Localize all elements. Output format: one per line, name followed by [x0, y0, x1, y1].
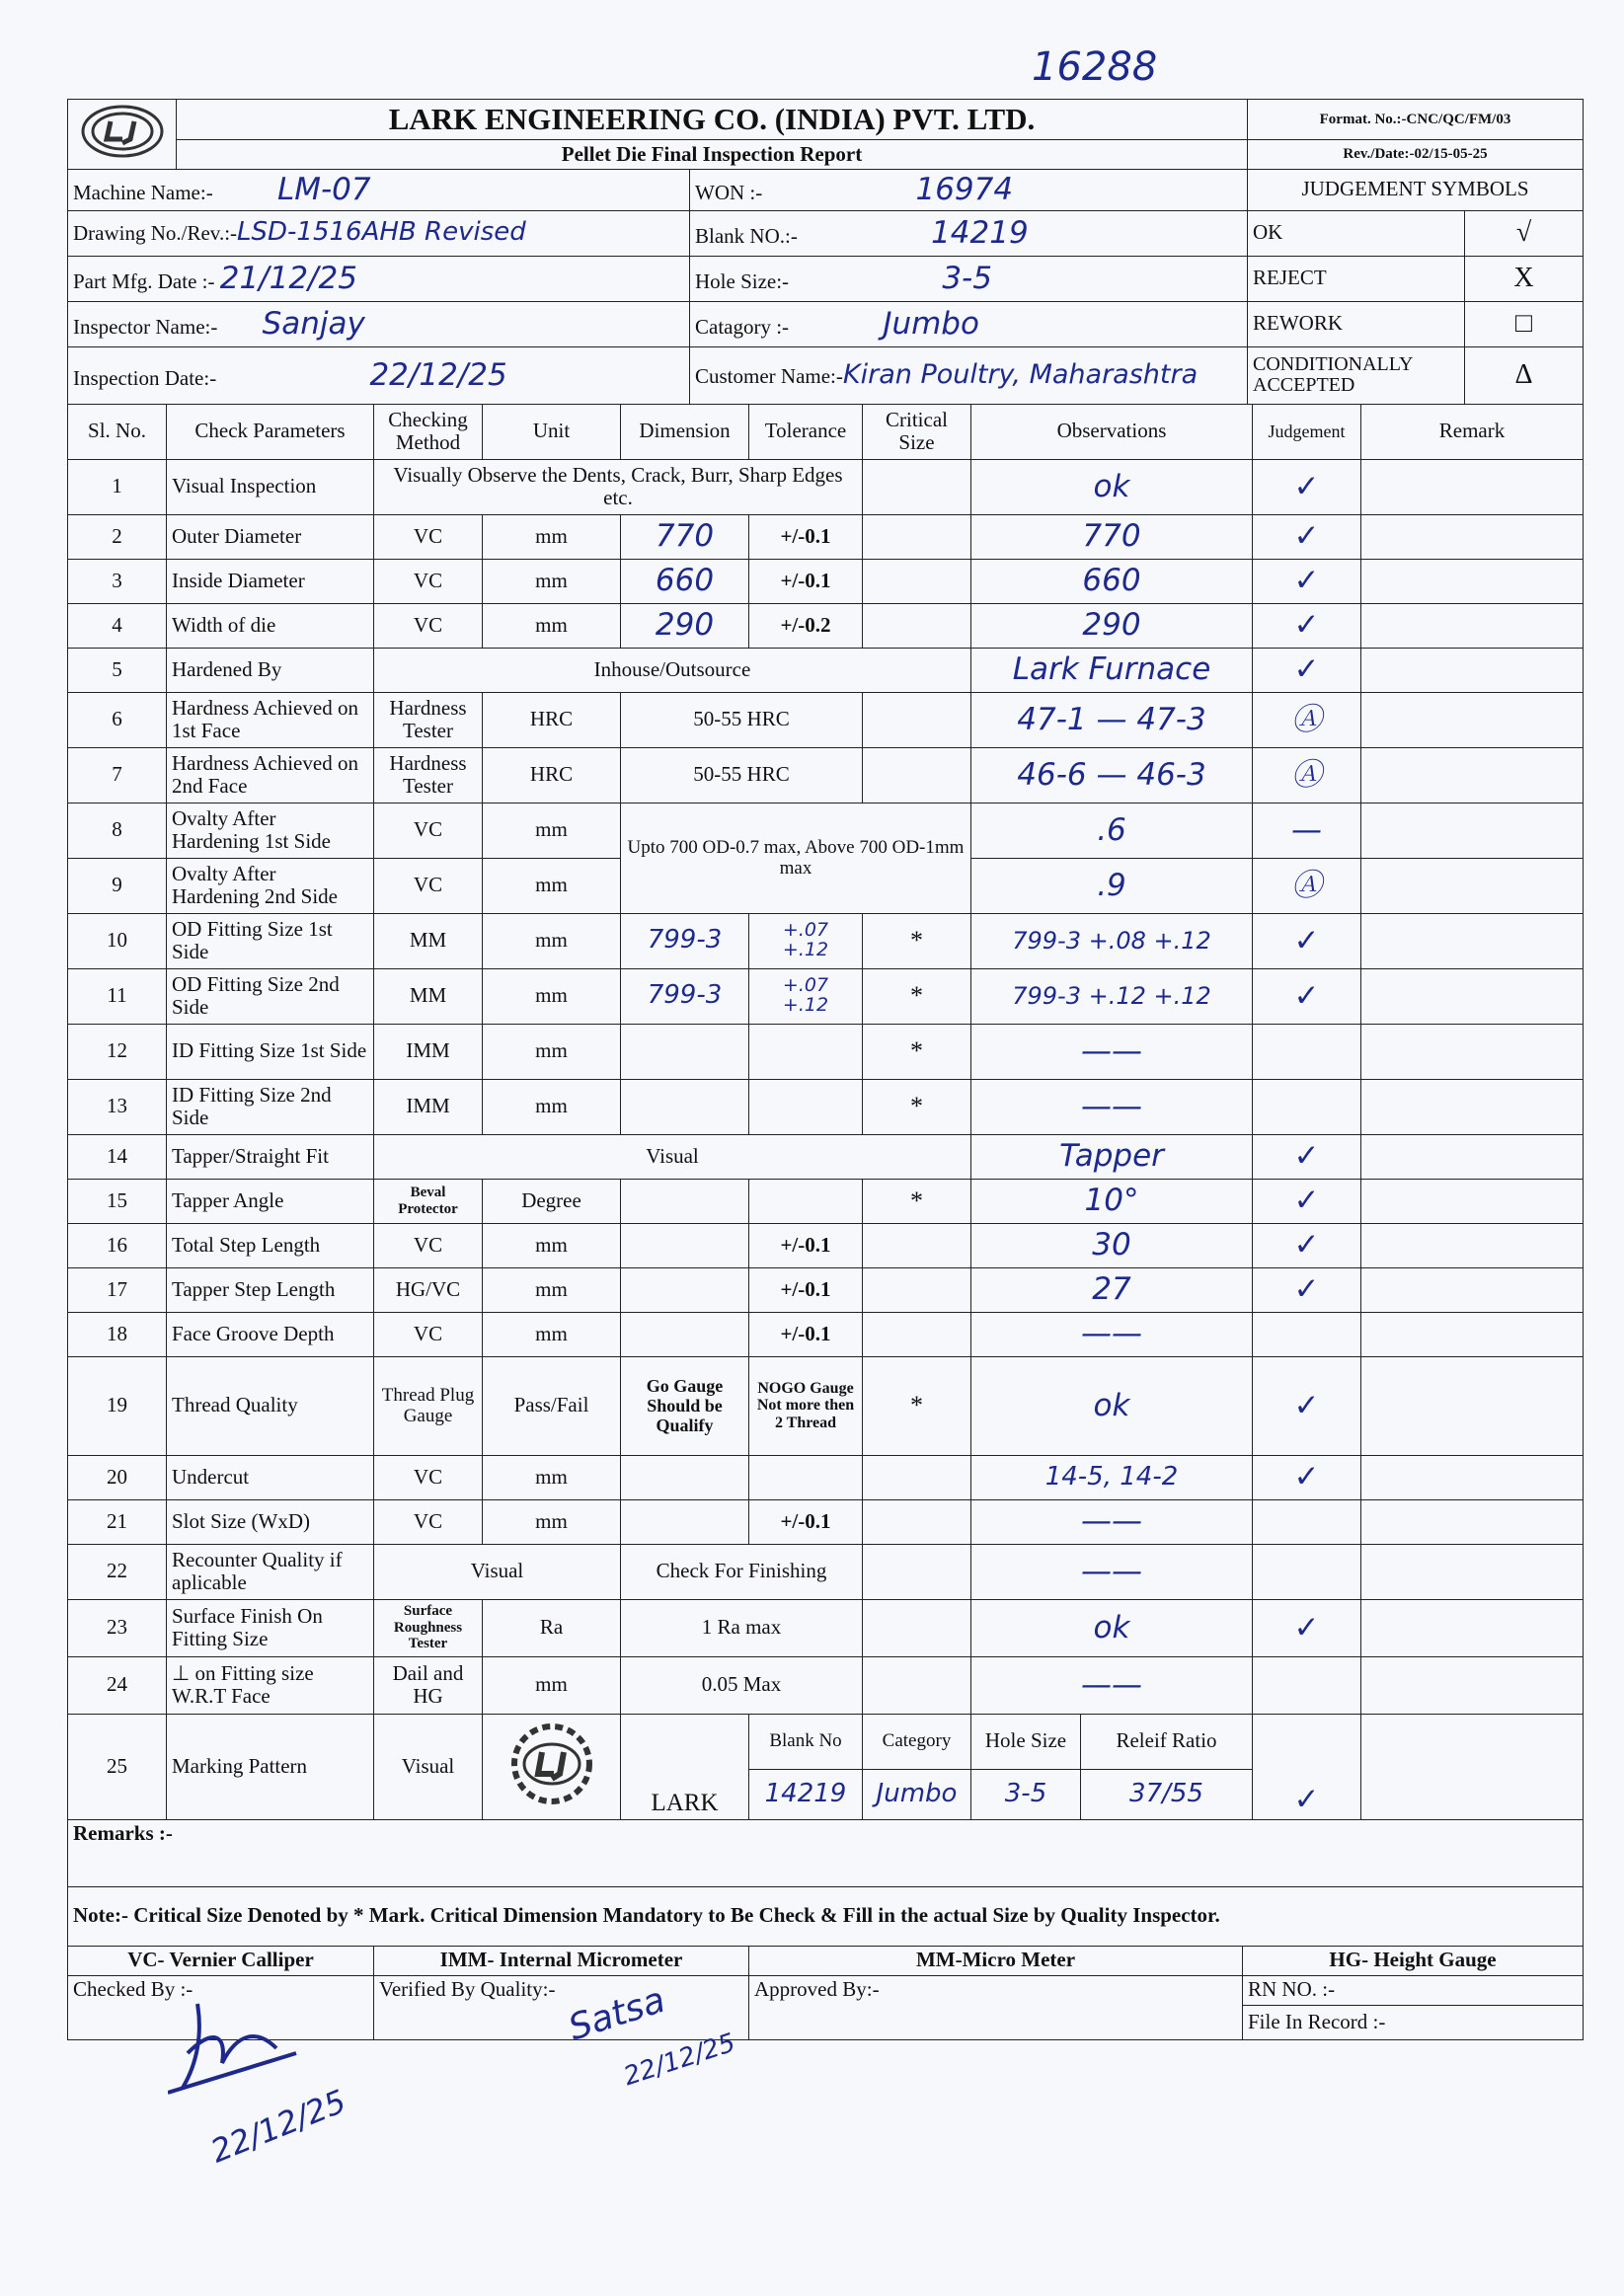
table-row: 2 Outer Diameter VC mm 770 +/-0.1 770 ✓: [68, 514, 1584, 559]
checked-by-date: 22/12/25: [205, 2082, 351, 2171]
table-row: 14 Tapper/Straight Fit Visual Tapper ✓: [68, 1134, 1584, 1179]
symbol-conditional-label: CONDITIONALLY ACCEPTED: [1248, 346, 1465, 404]
table-row: 19 Thread Quality Thread Plug Gauge Pass/Fail Go Gauge Should be Qualify NOGO Gauge Not more then 2 Thread * ok ✓: [68, 1356, 1584, 1455]
symbol-reject-x: X: [1465, 256, 1584, 301]
inspection-table: [67, 404, 1584, 1820]
table-row: 4 Width of die VC mm 290 +/-0.2 290 ✓: [68, 603, 1584, 648]
table-row: 6 Hardness Achieved on 1st Face Hardness Tester HRC 50-55 HRC 47-1 — 47-3 Ⓐ: [68, 692, 1584, 747]
table-row: 24 ⊥ on Fitting size W.R.T Face Dail and HG mm 0.05 Max ——: [68, 1656, 1584, 1714]
inspection-date-field: Inspection Date:- 22/12/25: [68, 346, 690, 404]
header-table: [67, 99, 1584, 405]
catagory-field: Catagory :- Jumbo: [690, 301, 1248, 346]
file-in-record-field: File In Record :-: [1243, 2005, 1584, 2039]
table-row: 9 Ovalty After Hardening 2nd Side VC mm .9 Ⓐ: [68, 858, 1584, 913]
table-row: 16 Total Step Length VC mm +/-0.1 30 ✓: [68, 1223, 1584, 1267]
document-number: 16288: [1032, 44, 1158, 90]
table-row: 25 Marking Pattern Visual LARK Blank No Category Hole Size Releif Ratio ✓: [68, 1714, 1584, 1769]
table-row: 17 Tapper Step Length HG/VC mm +/-0.1 27 ✓: [68, 1267, 1584, 1312]
table-row: 10 OD Fitting Size 1st Side MM mm 799-3 +.07 +.12 * 799-3 +.08 +.12 ✓: [68, 913, 1584, 968]
table-row: 21 Slot Size (WxD) VC mm +/-0.1 ——: [68, 1499, 1584, 1544]
col-unit: Unit: [483, 404, 621, 459]
col-check-parameters: Check Parameters: [167, 404, 374, 459]
marking-logo: [483, 1714, 621, 1819]
symbol-reject-label: REJECT: [1248, 256, 1465, 301]
rn-no-field: RN NO. :-: [1243, 1975, 1584, 2005]
hole-size-field: Hole Size:- 3-5: [690, 256, 1248, 301]
col-dimension: Dimension: [621, 404, 749, 459]
machine-name-field: Machine Name:- LM-07: [68, 169, 690, 210]
table-row: 18 Face Groove Depth VC mm +/-0.1 ——: [68, 1312, 1584, 1356]
table-row: 3 Inside Diameter VC mm 660 +/-0.1 660 ✓: [68, 559, 1584, 603]
rev-date: Rev./Date:-02/15-05-25: [1248, 140, 1584, 169]
verified-by-date: 22/12/25: [620, 2028, 739, 2093]
remarks-label: Remarks :-: [68, 1819, 1584, 1886]
table-row: 13 ID Fitting Size 2nd Side IMM mm * ——: [68, 1079, 1584, 1134]
table-row: 8 Ovalty After Hardening 1st Side VC mm Upto 700 OD-0.7 max, Above 700 OD-1mm max .6 —: [68, 803, 1584, 858]
table-row: 7 Hardness Achieved on 2nd Face Hardness Tester HRC 50-55 HRC 46-6 — 46-3 Ⓐ: [68, 747, 1584, 803]
inspection-report-sheet: [67, 99, 1583, 2040]
part-mfg-date-field: Part Mfg. Date :- 21/12/25: [68, 256, 690, 301]
customer-name-field: Customer Name:-Kiran Poultry, Maharashtra: [690, 346, 1248, 404]
company-name: LARK ENGINEERING CO. (INDIA) PVT. LTD.: [177, 100, 1248, 140]
approved-by-field: Approved By:-: [749, 1975, 1243, 2039]
checked-by-field: Checked By :-: [68, 1975, 374, 2039]
table-row: 14219 Jumbo 3-5 37/55: [68, 1769, 1584, 1819]
legend-vc: VC- Vernier Calliper: [68, 1946, 374, 1975]
col-checking-method: Checking Method: [374, 404, 483, 459]
symbol-conditional-delta: Δ: [1465, 346, 1584, 404]
table-row: 12 ID Fitting Size 1st Side IMM mm * ——: [68, 1024, 1584, 1079]
inspector-name-field: Inspector Name:- Sanjay: [68, 301, 690, 346]
format-number: Format. No.:-CNC/QC/FM/03: [1248, 100, 1584, 140]
legend-mm: MM-Micro Meter: [749, 1946, 1243, 1975]
symbol-rework-label: REWORK: [1248, 301, 1465, 346]
blank-no-field: Blank NO.:- 14219: [690, 210, 1248, 256]
won-field: WON :- 16974: [690, 169, 1248, 210]
verified-by-field: Verified By Quality:-: [374, 1975, 749, 2039]
symbol-ok-checkmark: √: [1465, 210, 1584, 256]
legend-hg: HG- Height Gauge: [1243, 1946, 1584, 1975]
column-header-row: [68, 404, 1584, 459]
table-row: 11 OD Fitting Size 2nd Side MM mm 799-3 +.07 +.12 * 799-3 +.12 +.12 ✓: [68, 968, 1584, 1024]
col-tolerance: Tolerance: [749, 404, 863, 459]
legend-imm: IMM- Internal Micrometer: [374, 1946, 749, 1975]
table-row: 1 Visual Inspection Visually Observe the Dents, Crack, Burr, Sharp Edges etc. ok ✓: [68, 459, 1584, 514]
col-judgement: Judgement: [1253, 404, 1361, 459]
judgement-symbols-title: JUDGEMENT SYMBOLS: [1248, 169, 1584, 210]
ovalty-spec: Upto 700 OD-0.7 max, Above 700 OD-1mm max: [621, 803, 971, 913]
table-row: 22 Recounter Quality if aplicable Visual Check For Finishing ——: [68, 1544, 1584, 1599]
table-row: 15 Tapper Angle Beval Protector Degree * 10° ✓: [68, 1179, 1584, 1223]
report-title: Pellet Die Final Inspection Report: [177, 140, 1248, 169]
symbol-rework-box: □: [1465, 301, 1584, 346]
table-row: 20 Undercut VC mm 14-5, 14-2 ✓: [68, 1455, 1584, 1499]
checked-by-signature: [168, 1994, 306, 2107]
marking-brand: LARK: [621, 1714, 749, 1819]
critical-size-note: Note:- Critical Size Denoted by * Mark. Critical Dimension Mandatory to Be Check & Fill in the actual Size by Quality Inspector.: [68, 1886, 1584, 1946]
company-logo: [68, 100, 177, 170]
verified-by-signature: Satsa: [564, 1979, 670, 2049]
col-remark: Remark: [1361, 404, 1584, 459]
symbol-ok-label: OK: [1248, 210, 1465, 256]
col-critical-size: Critical Size: [863, 404, 971, 459]
col-observations: Observations: [971, 404, 1253, 459]
table-row: 23 Surface Finish On Fitting Size Surface Roughness Tester Ra 1 Ra max ok ✓: [68, 1599, 1584, 1656]
col-sl-no: Sl. No.: [68, 404, 167, 459]
table-row: 5 Hardened By Inhouse/Outsource Lark Furnace ✓: [68, 648, 1584, 692]
drawing-no-field: Drawing No./Rev.:-LSD-1516AHB Revised: [68, 210, 690, 256]
